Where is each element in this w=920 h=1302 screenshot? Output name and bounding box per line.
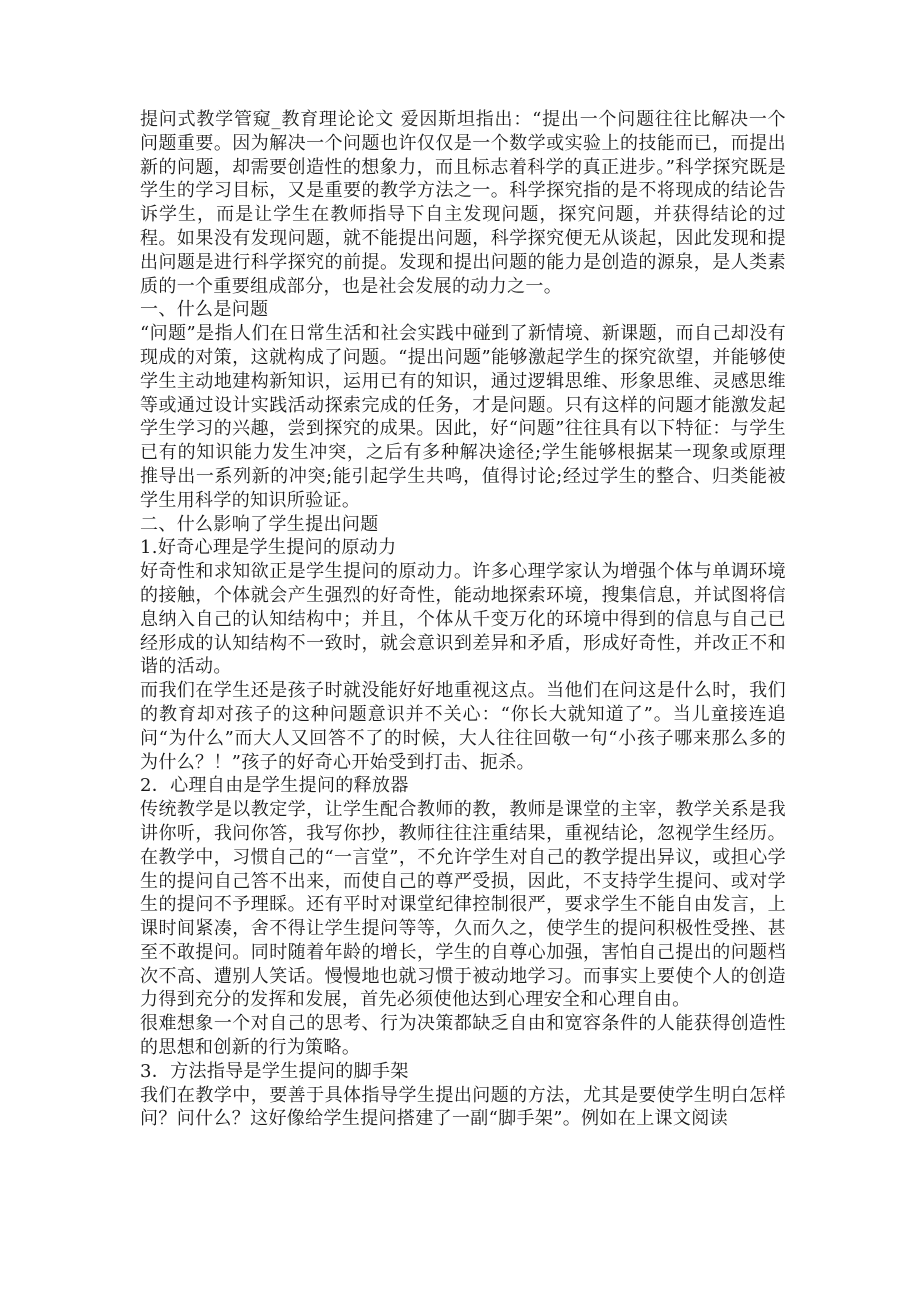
section-2-heading: 二、什么影响了学生提出问题 bbox=[140, 513, 379, 535]
intro-paragraph: 提问式教学管窥_教育理论论文 爱因斯坦指出：“提出一个问题往往比解决一个问题重要。因为解决一个问题也许仅仅是一个数学或实验上的技能而已，而提出新的问题，却需要创造性的想象力，而且标志着科学的真正进步。”科学探究既是学生的学习目标，又是重要的教学方法之一。科学探究指的是不将现成的结论告诉学生，而是让学生在教师指导下自主发现问题，探究问题，并获得结论的过程。如果没有发现问题，就不能提出问题，科学探究便无从谈起，因此发现和提出问题是进行科学探究的前提。发现和提出问题的能力是创造的源泉，是人类素质的一个重要组成部分，也是社会发展的动力之一。 bbox=[140, 109, 786, 297]
subsection-2-3-paragraph-1: 我们在教学中，要善于具体指导学生提出问题的方法，尤其是要使学生明白怎样问？问什么？这好像给学生提问搭建了一副“脚手架”。例如在上课文阅读 bbox=[140, 1084, 786, 1130]
section-1-paragraph: “问题”是指人们在日常生活和社会实践中碰到了新情境、新课题，而自己却没有现成的对策，这就构成了问题。“提出问题”能够激起学生的探究欲望，并能够使学生主动地建构新知识，运用已有的知识，通过逻辑思维、形象思维、灵感思维等或通过设计实践活动探索完成的任务，才是问题。只有这样的问题才能激发起学生学习的兴趣，尝到探究的成果。因此，好“问题”往往具有以下特征：与学生已有的知识能力发生冲突，之后有多种解决途径;学生能够根据某一现象或原理推导出一系列新的冲突;能引起学生共鸣，值得讨论;经过学生的整合、归类能被学生用科学的知识所验证。 bbox=[140, 323, 786, 511]
subsection-2-1-paragraph-1: 好奇性和求知欲正是学生提问的原动力。许多心理学家认为增强个体与单调环境的接触，个体就会产生强烈的好奇性，能动地探索环境，搜集信息，并试图将信息纳入自己的认知结构中；并且，个体从千变万化的环境中得到的信息与自己已经形成的认知结构不一致时，就会意识到差异和矛盾，形成好奇性，并改正不和谐的活动。 bbox=[140, 561, 786, 678]
subsection-2-1-heading: 1.好奇心理是学生提问的原动力 bbox=[140, 537, 397, 559]
document-body bbox=[140, 108, 786, 1131]
subsection-2-3-heading: 3．方法指导是学生提问的脚手架 bbox=[140, 1060, 409, 1082]
subsection-2-1-paragraph-2: 而我们在学生还是孩子时就没能好好地重视这点。当他们在问这是什么时，我们的教育却对孩子的这种问题意识并不关心：“你长大就知道了”。当儿童接连追问“为什么”而大人又回答不了的时候，大人往往回敬一句“小孩子哪来那么多的为什么？！”孩子的好奇心开始受到打击、扼杀。 bbox=[140, 680, 786, 773]
subsection-2-2-paragraph-1: 传统教学是以教定学，让学生配合教师的教，教师是课堂的主宰，教学关系是我讲你听，我问你答，我写你抄，教师往往注重结果，重视结论，忽视学生经历。在教学中，习惯自己的“一言堂”，不允许学生对自己的教学提出异议，或担心学生的提问自己答不出来，而使自己的尊严受损，因此，不支持学生提问、或对学生的提问不予理睬。还有平时对课堂纪律控制很严，要求学生不能自由发言，上课时间紧凑，舍不得让学生提问等等，久而久之，使学生的提问积极性受挫、甚至不敢提问。同时随着年龄的增长，学生的自尊心加强，害怕自己提出的问题档次不高、遭别人笑话。慢慢地也就习惯于被动地学习。而事实上要使个人的创造力得到充分的发挥和发展，首先必须使他达到心理安全和心理自由。 bbox=[140, 799, 786, 1011]
subsection-2-2-paragraph-2: 很难想象一个对自己的思考、行为决策都缺乏自由和宽容条件的人能获得创造性的思想和创新的行为策略。 bbox=[140, 1013, 786, 1059]
section-1-heading: 一、什么是问题 bbox=[140, 299, 269, 321]
subsection-2-2-heading: 2．心理自由是学生提问的释放器 bbox=[140, 775, 409, 797]
